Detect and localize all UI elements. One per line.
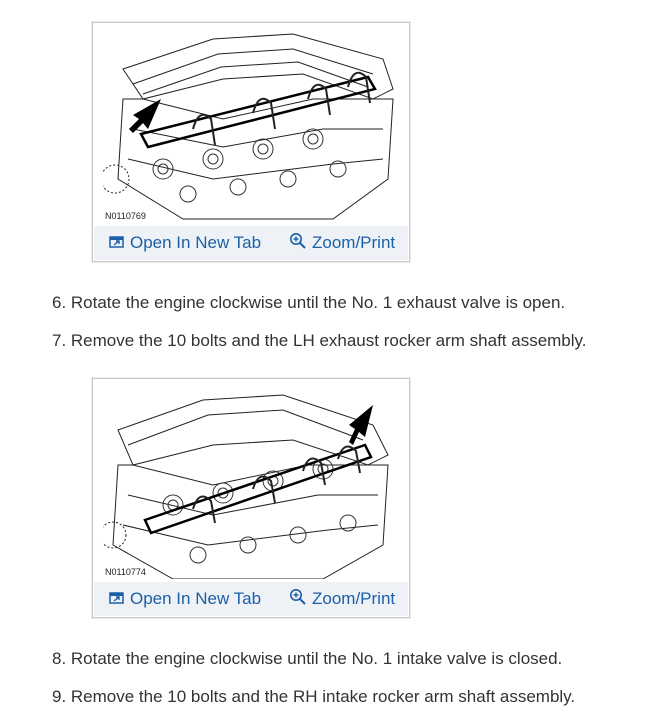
- engine-illustration-1[interactable]: [103, 29, 399, 223]
- open-in-new-tab-label: Open In New Tab: [130, 233, 262, 252]
- zoom-print-link[interactable]: [289, 232, 395, 254]
- zoom-magnifier-icon: [289, 588, 306, 610]
- figure-action-bar: [94, 226, 408, 260]
- open-in-new-tab-link[interactable]: [109, 233, 261, 253]
- open-in-new-tab-label: Open In New Tab: [130, 589, 262, 608]
- step-item: 9. Remove the 10 bolts and the RH intake rocker arm shaft assembly.: [52, 687, 576, 706]
- step-item: 7. Remove the 10 bolts and the LH exhaust rocker arm shaft assembly.: [52, 331, 587, 350]
- figure-id-label: N0110769: [105, 211, 146, 221]
- figure-id-label: N0110774: [105, 567, 146, 577]
- steps-list-1: [52, 292, 644, 368]
- figure-card-1: [92, 22, 410, 262]
- figure-card-2: [92, 378, 410, 618]
- open-in-new-tab-icon: [109, 589, 124, 609]
- step-item: 6. Rotate the engine clockwise until the No. 1 exhaust valve is open.: [52, 293, 566, 312]
- zoom-print-label: Zoom/Print: [312, 233, 396, 252]
- zoom-print-link[interactable]: [289, 588, 395, 610]
- zoom-magnifier-icon: [289, 232, 306, 254]
- steps-list-2: [52, 648, 644, 724]
- zoom-print-label: Zoom/Print: [312, 589, 396, 608]
- engine-illustration-2[interactable]: [103, 385, 399, 579]
- open-in-new-tab-link[interactable]: [109, 589, 261, 609]
- step-item: 8. Rotate the engine clockwise until the No. 1 intake valve is closed.: [52, 649, 563, 668]
- open-in-new-tab-icon: [109, 233, 124, 253]
- figure-action-bar: [94, 582, 408, 616]
